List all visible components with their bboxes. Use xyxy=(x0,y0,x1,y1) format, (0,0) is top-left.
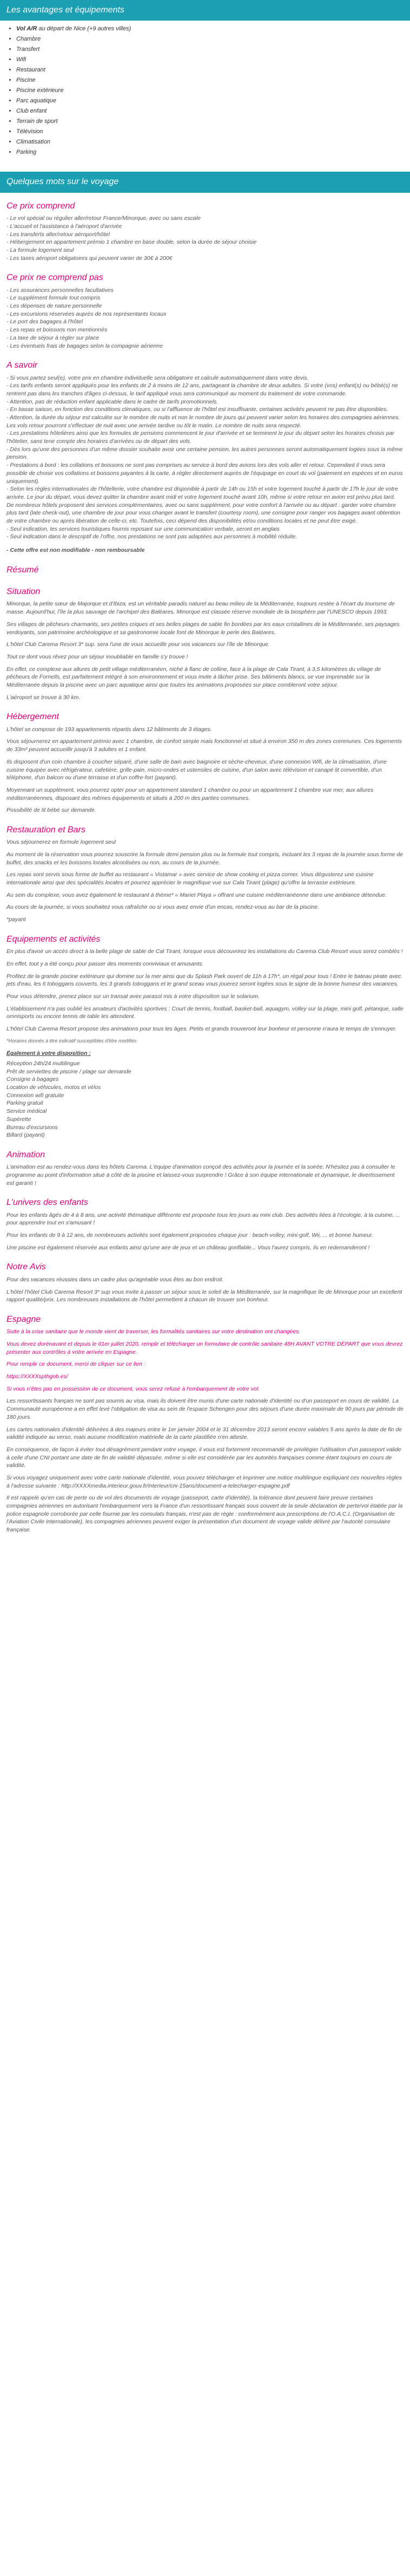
advantage-item-text: Télévision xyxy=(16,128,43,135)
situation-paragraph: Minorque, la petite sœur de Majorque et d'Ibiza, est un véritable paradis naturel au beau milieu de la Méditerranée, toujours restée à l'écart du tourisme de masse. Aujourd'hui, l'île la plus sauvage de l'archipel des Baléares, Minorque est classée réserve mondiale de la biosphère par l'UNESCO depuis 1993. xyxy=(6,601,395,616)
equip-paragraph: En plus d'avoir un accès direct à la belle plage de sable de Cal Tirant, lorsque vous découvrirez les installations du Carema Club Resort vous serez comblés ! xyxy=(6,948,403,955)
espagne-paragraph: Les ressortissants français ne sont pas soumis au visa, mais ils doivent être munis d'une carte nationale d'identité ou d'un passeport en cours de validité. La Communauté européenne a en effet levé l'obligation de visa au sein de l'espace Schengen pour des séjours d'une durée maximale de 90 jours par période de 180 jours. xyxy=(6,1398,404,1420)
hebergement-paragraph: Possibilité de lit bébé sur demande. xyxy=(6,807,96,814)
equip-paragraph: Pour vous détendre, prenez place sur un transat avec parasol mis à votre disposition sur le solarium. xyxy=(6,993,260,1000)
know-title: A savoir xyxy=(6,361,38,370)
know-item: - En basse saison, en fonction des conditions climatiques, ou si l'affluence de l'hôtel est insuffisante, certaines activités peuvent ne pas être disponibles. xyxy=(6,406,388,413)
restauration-paragraph: Les repas sont servis sous forme de buffet au restaurant « Vistamar » avec service de show cooking et pizza corner. Vous dégusterez une cuisine internationale ainsi que des spécialités locales et pourrez apprécier le magnifique vue sur Cala Tirant (plage) qu'offre la terrasse extérieure. xyxy=(6,871,374,886)
resume-title: Résumé xyxy=(6,565,39,575)
espagne-paragraph: Il est rappelé qu'en cas de perte ou de vol des documents de voyage (passeport, carte d'identité), la tolérance dont peuvent faire preuve certaines compagnies aériennes en autorisant l'embarquement vers la France d'un ressortissant français sous couvert de la seule déclaration de perte/vol établie par la police espagnole corroborée par celle fournie par les consulats français, n'est pas de règle : conformément aux prescriptions de l'O.A.C.I. (Organisation de l'Aviation Civile Internationale), les compagnies aériennes peuvent exiger la présentation d'un document de voyage valide délivré par l'autorité consulaire française. xyxy=(6,1495,403,1534)
included-item: - Les taxes aéroport obligatoires qui peuvent varier de 30€ à 200€ xyxy=(6,255,173,262)
equip-paragraph: L'hôtel Club Carema Resort propose des animations pour tous les âges. Petits et grands trouveront leur bonheur et personne n'aura le temps de s'ennuyer. xyxy=(6,1026,397,1033)
notre-avis-paragraph: L'hôtel l'hôtel Club Carema Resort 3* sup vous invite à passer un séjour sous le soleil de la Méditerranée, sur la magnifique île de Minorque pour un excellent rapport qualité/prix. Les nombreuses installations de l'hôtel permettent à chacun de trouver son bonheur. xyxy=(6,1288,402,1303)
included-title: Ce prix comprend xyxy=(6,201,75,211)
espagne-paragraph: Les cartes nationales d'identité délivrées à des majeurs entre le 1er janvier 2004 et le 31 décembre 2013 seront encore valables 5 ans après la date de fin de validité indiquée au verso, mais aucune modification matérielle de la carte plastifiée n'en atteste. xyxy=(6,1426,402,1441)
advantage-item-text: Parking xyxy=(16,149,37,156)
restauration-paragraph: *payant xyxy=(6,916,26,923)
trip-header: Quelques mots sur le voyage xyxy=(0,172,410,192)
services-title: Également à votre disposition : xyxy=(6,1050,91,1057)
excluded-item: - Les éventuels frais de bagages selon la compagnie aérienne xyxy=(6,342,163,349)
espagne-paragraph: Si vous voyagez uniquement avec votre carte nationale d'identité, vous pouvez télécharger et imprimer une notice multilingue expliquant ces nouvelles règles à l'adresse suivante : http://XXXXmedia.interieur.gouv.fr/interieur/cni-15ans/document-a-telecharger-espagne.pdf xyxy=(6,1474,402,1489)
equip-text xyxy=(6,948,404,1033)
situation-paragraph: En effet, ce complexe aux allures de petit village méditerranéen, niché à flanc de colline, face à la plage de Cala Tirant, à 3,5 kilomètres du village de pêcheurs de Fornells, est parfaitement intégré à son environnement et vous invite à lâcher prise. Ses bâtiments blancs, se vue imprenable sur la Méditerranée depuis la piscine avec un parc aquatique ainsi que toutes les animations proposées sur place combleront votre séjour. xyxy=(6,666,381,688)
hebergement-paragraph: Vous séjournerez en appartement prémio avec 1 chambre, de confort simple mais fonctionnel et situé à environ 350 m des zones communes. Ces logements de 33m² peuvent accueillir jusqu'à 3 adultes et 1 enfant. xyxy=(6,738,402,753)
advantage-item-text: Parc aquatique xyxy=(16,97,56,105)
espagne-highlight-paragraph: Si vous n'êtes pas en possession de ce document, vous serez refusé à l'embarquement de votre vol. xyxy=(6,1385,260,1392)
restauration-paragraph: Au moment de la réservation vous pourrez souscrire la formule demi pension plus ou la formule tout compris, incluant les 3 repas de la journée sous forme de buffet, des snacks et les boissons locales alcoolisées ou non, au cours de la journée. xyxy=(6,851,404,866)
animation-paragraph: L'animation est au rendez-vous dans les hôtels Carema. L'équipe d'animation conçoit des activités pour la journée et la soirée. N'hésitez pas à consulter le programme au point d'information situé à côté de la piscine et laissez-vous surprendre ! Grâce à son équipe internationale et dynamique, le divertissement est garanti ! xyxy=(6,1164,395,1186)
advantage-item xyxy=(16,137,400,147)
restauration-title: Restauration et Bars xyxy=(6,825,85,834)
service-item: Location de véhicules, motos et vélos xyxy=(6,1084,101,1091)
included-item: - Hébergement en appartement prémio 1 chambre en base double, selon la durée de séjour choisie xyxy=(6,239,257,246)
restauration-text xyxy=(6,838,404,924)
trip-content xyxy=(0,193,410,1549)
advantage-item-text: au départ de Nice (+9 autres villes) xyxy=(37,25,131,32)
hebergement-paragraph: Moyennant un supplément, vous pourrez opter pour un appartement standard 1 chambre ou pour un appartement 1 chambre vue mer, aux allures méditerranéennes, disposant des mêmes équipements et situés à 200 m des parties communes. xyxy=(6,786,374,801)
service-item: Bureau d'excursions xyxy=(6,1124,58,1131)
advantage-item xyxy=(16,147,400,158)
included-item: - La formule logement seul xyxy=(6,246,74,253)
equip-footnote: *Horaires donnés à titre indicatif susceptibles d'être modifiés xyxy=(6,1038,137,1044)
know-item: - Seul indication dans le descriptif de l'offre, nos prestations ne sont pas adaptées aux personnes à mobilité réduite. xyxy=(6,533,297,540)
know-item: - Seul indication, les services touristiques fournis reposant sur une communication verbale, seront en anglais xyxy=(6,525,280,532)
espagne-highlight-paragraph: Suite à la crise sanitaire que le monde vient de traverser, les formalités sanitaires sur votre destination ont changées. xyxy=(6,1328,301,1335)
included-item: - Le vol spécial ou régulier aller/retour France/Minorque, avec ou sans escale xyxy=(6,215,201,222)
know-item: - Attention, la durée du séjour est calculée sur le nombre de nuits et non le nombre de jours qui peuvent varier selon les horaires des compagnies aériennes. Les vols retour pourront s'effectuer de nuit avec une arrivée tardive ou tôt le matin. Le nombre de nuits sera respecté. xyxy=(6,414,400,429)
advantage-item xyxy=(16,106,400,116)
espagne-highlight xyxy=(6,1328,404,1393)
advantage-item-text: Restaurant xyxy=(16,67,45,74)
notre-avis-paragraph: Pour des vacances réussies dans un cadre plus qu'agréable vous êtes au bon endroit. xyxy=(6,1276,224,1283)
know-item: - Attention, pas de réduction enfant applicable dans le cadre de tarifs promotionnels. xyxy=(6,398,219,405)
know-item: - Si vous partez seul(e), votre prix en chambre individuelle sera obligatoire et calculé automatiquement dans votre devis. xyxy=(6,374,309,381)
kids-text xyxy=(6,1211,404,1252)
advantage-item xyxy=(16,65,400,75)
excluded-item: - La taxe de séjour à régler sur place xyxy=(6,334,100,341)
equip-title: Equipements et activités xyxy=(6,934,101,944)
kids-paragraph: Une piscine est également réservée aux enfants ainsi qu'une aire de jeux et un château gonflable... Vous l'aurez compris, ils en redemanderont ! xyxy=(6,1244,370,1251)
situation-paragraph: L'aéroport se trouve à 30 km. xyxy=(6,694,81,701)
service-item: Parking gratuit xyxy=(6,1100,43,1107)
know-item: - Prestations à bord : les collations et boissons ne sont pas comprises au service à bord des avions lors des vols aller et retour. Cependant il vous sera possible de choisir vos collations et boissons payantes à la carte, à régler directement auprès de l'équipage en court du vol (paiement en espèces et en euros uniquement). xyxy=(6,462,403,485)
excluded-item: - Le supplément formule tout compris xyxy=(6,295,101,302)
advantage-item-text: Wifi xyxy=(16,56,27,63)
espagne-highlight-paragraph: Pour remplir ce document, merci de cliquer sur ce lien : xyxy=(6,1361,146,1368)
advantage-item xyxy=(16,44,400,55)
advantage-item xyxy=(16,86,400,96)
equip-paragraph: En effet, tout y a été conçu pour passer des moments conviviaux et amusants. xyxy=(6,960,204,967)
hebergement-title: Hébergement xyxy=(6,712,59,722)
service-item: Service médical xyxy=(6,1108,47,1115)
excluded-item: - Le port des bagages à l'hôtel xyxy=(6,318,83,325)
notre-avis-text xyxy=(6,1276,404,1304)
animation-text xyxy=(6,1163,404,1187)
espagne-title: Espagne xyxy=(6,1314,41,1324)
situation-paragraph: Ses villages de pêcheurs charmants, ses petites criques et ses belles plages de sable fin bordées par les eaux cristallines de la Méditerranée, ses paysages verdoyants, son patrimoine archéologique et sa gastronomie locale font de Minorque le perle des Baléares. xyxy=(6,621,400,636)
espagne-highlight-paragraph: Vous devez dorénavant et depuis le 01er juillet 2020, remplir et télécharger un formulaire de contrôle sanitaire 48H AVANT VOTRE DÉPART que vous devrez présenter aux contrôles à votre arrivée en Espagne. xyxy=(6,1341,403,1355)
espagne-paragraph: En conséquence, de façon à éviter tout désagrément pendant votre voyage, il vous est fortement recommandé de privilégier l'utilisation d'un passeport valide à celle d'une CNI portant une date de fin de validité dépassée, même si elle est considérée par les autorités françaises comme étant toujours en cours de validité. xyxy=(6,1446,401,1469)
service-item: Prêt de serviettes de piscine / plage sur demande xyxy=(6,1068,131,1075)
kids-title: L'univers des enfants xyxy=(6,1198,88,1208)
situation-text xyxy=(6,600,404,701)
equip-paragraph: Profitez de la grande piscine extérieure qui domine sur la mer ainsi que du Splash Park ouvert de 11h à 17h*, un régal pour tous ! Entre le bateau pirate avec jets d'eau, les 6 toboggans couverts, les 3 grands toboggans et le grand sceau vous jouerez seront logées sous le signe de la bonne humeur des vacances. xyxy=(6,973,401,988)
included-list xyxy=(6,214,404,262)
espagne-highlight-paragraph: https://XXXXspthgob.es/ xyxy=(6,1373,68,1380)
kids-paragraph: Pour les enfants de 9 à 12 ans, de nombreuses activités sont également proposées chaque jour : beach-volley, mini-golf, Wii, ... et bonne humeur. xyxy=(6,1232,374,1239)
excluded-list xyxy=(6,286,404,350)
service-item: Connexion wifi gratuite xyxy=(6,1092,64,1099)
excluded-title: Ce prix ne comprend pas xyxy=(6,273,103,283)
included-item: - L'accueil et l'assistance à l'aéroport d'arrivée xyxy=(6,223,122,230)
situation-title: Situation xyxy=(6,587,41,597)
advantage-item-text: Chambre xyxy=(16,36,41,43)
advantage-item xyxy=(16,24,400,34)
advantage-item-text: Climatisation xyxy=(16,139,50,146)
advantage-item xyxy=(16,75,400,86)
services-list xyxy=(6,1060,404,1139)
situation-paragraph: Tout ce dont vous rêvez pour un séjour inoubliable en famille s'y trouve ! xyxy=(6,653,188,660)
notre-avis-title: Notre Avis xyxy=(6,1262,46,1272)
advantages-list xyxy=(0,21,410,160)
excluded-item: - Les assurances personnelles facultatives xyxy=(6,286,114,294)
advantage-item xyxy=(16,55,400,65)
animation-title: Animation xyxy=(6,1150,45,1159)
advantage-item-text: Piscine extérieure xyxy=(16,87,64,94)
equip-paragraph: L'établissement n'a pas oublié les amateurs d'activités sportives : Court de tennis, football, basket-ball, aquagym, volley sur la plage, mini golf, pétanque, salle omnisports ou encore tennis de table les attendent. xyxy=(6,1005,404,1020)
excluded-item: - Les repas et boissons non mentionnés xyxy=(6,327,108,334)
excluded-item: - Les excursions réservées auprès de nos représentants locaux xyxy=(6,310,167,317)
know-item: - Les prestations hôtelières ainsi que les formules de pensions commencent le jour d'arrivée et se terminent le jour du départ selon les horaires choisis par l'hôtelier, sans tenir compte des horaires d'arrivées ou de départ des vols. xyxy=(6,430,394,445)
know-list xyxy=(6,374,404,541)
service-item: Billard (payant) xyxy=(6,1132,45,1139)
advantage-item-text: Transfert xyxy=(16,46,40,53)
advantage-item-text: Club enfant xyxy=(16,108,47,115)
advantages-header: Les avantages et équipements xyxy=(0,0,410,21)
advantage-item xyxy=(16,127,400,137)
advantage-item xyxy=(16,96,400,106)
included-item: - Les transferts aller/retour aéroport/hôtel xyxy=(6,231,110,238)
advantage-item-label: Vol A/R xyxy=(16,25,37,32)
know-item: - Les tarifs enfants seront appliqués pour les enfants de 2 à moins de 12 ans, partageant la chambre de deux adultes. Si votre (vos) enfant(s) ou bébé(s) ne rentrent pas dans les tranches d'âges ci-dessus, le tarif appliqué vous sera communiqué au moment du traitement de votre commande. xyxy=(6,382,398,397)
advantage-item xyxy=(16,116,400,127)
advantage-item-text: Piscine xyxy=(16,77,36,84)
restauration-paragraph: Au cours de la journée, si vous souhaitez vous rafraîchir ou si vous avez envie d'un encas, rendez-vous au bar de la piscine. xyxy=(6,904,320,911)
know-item: - Dès lors qu'une des personnes d'un même dossier souhaite avoir une certaine pension, les autres personnes seront automatiquement logées sous la même pension. xyxy=(6,446,403,461)
situation-paragraph: L'hôtel Club Carema Resort 3* sup. sera l'une de vous accueillir pour vos vacances sur l'île de Minorque. xyxy=(6,641,270,648)
hebergement-paragraph: L'hôtel se compose de 193 appartements répartis dans 12 bâtiments de 3 étages. xyxy=(6,726,212,733)
restauration-paragraph: Au sein du complexe, vous avez également le restaurant à thème* « Mariet Playa » offrant une cuisine méditerranéenne dans une ambiance détendue. xyxy=(6,891,387,898)
know-item: - Selon les règles internationales de l'hôtellerie, votre chambre est disponible à partir de 14h ou 15h et votre logement touché à partir de 17h le jour de votre arrivée. Le jour du départ, vous devez quitter la chambre avant midi et votre logement touché avant 10h, même si votre retour en avion est prévu plus tard. De nombreux hôtels proposent des services complémentaires, avec ou sans supplément, pour votre confort à l'arrivée ou au départ : garder votre chambre plus tard (late check-out), une chambre de jour pour vous changer avant le transfert (courtesy room), une consigne pour ranger vos bagages avant obtention de votre chambre ou après libération de celle-ci, etc. Toutefois, ceci dépend des disponibilités et/ou conditions locales et ne peut être exigé. xyxy=(6,486,400,524)
restauration-paragraph: Vous séjournerez en formule logement seul xyxy=(6,839,116,846)
espagne-text xyxy=(6,1397,404,1534)
service-item: Réception 24h/24 multilingue xyxy=(6,1060,80,1067)
hebergement-text xyxy=(6,726,404,814)
service-item: Supérette xyxy=(6,1116,31,1123)
cancel-note: - Cette offre est non modifiable - non remboursable xyxy=(6,547,145,554)
kids-paragraph: Pour les enfants âgés de 4 à 8 ans, une activité thématique différente est proposée tous les jours au mini club. Des activités liées à l'écologie, à la cuisine, ... pour apprendre tout en s'amusant ! xyxy=(6,1211,401,1227)
service-item: Consigne à bagages xyxy=(6,1076,59,1083)
advantage-item xyxy=(16,34,400,44)
excluded-item: - Les dépenses de nature personnelle xyxy=(6,303,102,310)
advantage-item-text: Terrain de sport xyxy=(16,118,58,125)
hebergement-paragraph: Ils disposent d'un coin chambre à coucher séparé, d'une salle de bain avec baignoire et sèche-cheveux, d'une connexion Wifi, de la climatisation, d'une cuisine équipée avec réfrigérateur, cafetière, grille-pain, micro-ondes et ustensiles de cuisine, d'un salon avec télévision et canapé lit convertible, d'un téléphone, d'un balcon ou d'une terrasse et d'un coffre-fort (payant). xyxy=(6,758,387,781)
